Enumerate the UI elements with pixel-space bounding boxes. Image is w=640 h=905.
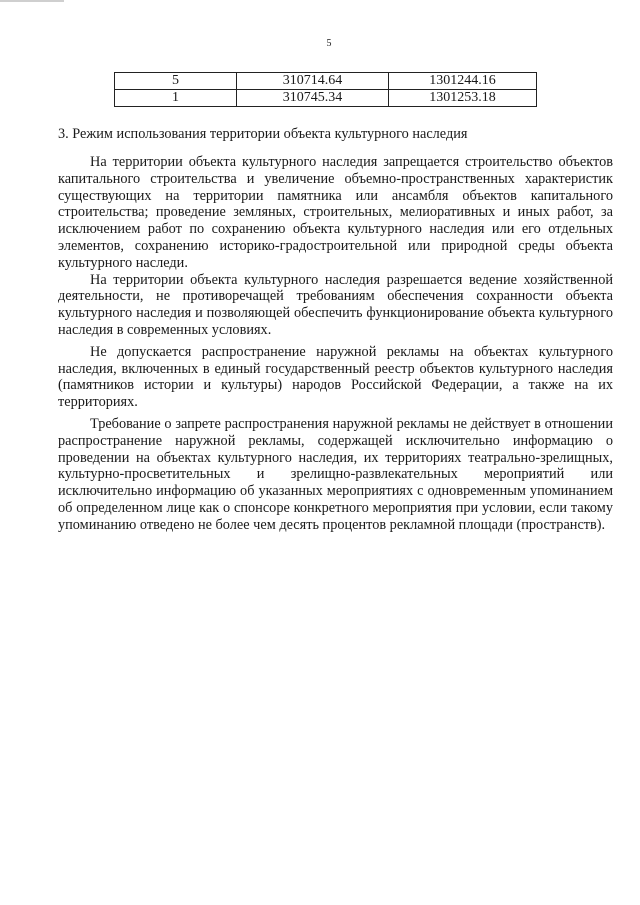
x-coordinate-cell: 310745.34 [237, 90, 389, 107]
point-number-cell: 5 [115, 73, 237, 90]
section-heading: 3. Режим использования территории объекта культурного наследия [58, 126, 468, 142]
table-row [115, 73, 537, 90]
point-number-cell: 1 [115, 90, 237, 107]
paragraph-construction-ban: На территории объекта культурного наследия запрещается строительство объектов капитального строительства и увеличение объемно-пространственных характеристик существующих на территории памятника или ансамбля объектов капитального строительства; проведение земляных, строительных, мелиоративных и иных работ, за исключением работ по сохранению объекта культурного наследия или его отдельных элементов, сохранению историко-градостроительной или природной среды объекта культурного наследи. [58, 154, 613, 271]
paragraph-permitted-activity: На территории объекта культурного наследия разрешается ведение хозяйственной деятельности, не противоречащей требованиям обеспечения сохранности объекта культурного наследия и позволяющей обеспечить функционирование объекта культурного наследия в современных условиях. [58, 271, 613, 338]
document-body [58, 154, 613, 534]
scan-edge-line [0, 0, 64, 2]
page-number: 5 [326, 38, 332, 49]
coordinates-table [114, 72, 537, 107]
y-coordinate-cell: 1301253.18 [389, 90, 537, 107]
x-coordinate-cell: 310714.64 [237, 73, 389, 90]
table-row [115, 90, 537, 107]
y-coordinate-cell: 1301244.16 [389, 73, 537, 90]
paragraph-advertising-exception: Требование о запрете распространения наружной рекламы не действует в отношении распространение наружной рекламы, содержащей исключительно информацию о проведении на объектах культурного наследия, их территориях театрально-зрелищных, культурно-просветительных и зрелищно-развлекательных мероприятий или исключительно информацию об указанных мероприятиях с одновременным упоминанием об определенном лице как о спонсоре конкретного мероприятия при условии, если такому упоминанию отведено не более чем десять процентов рекламной площади (пространств). [58, 415, 613, 533]
paragraph-advertising-ban: Не допускается распространение наружной рекламы на объектах культурного наследия, включенных в единый государственный реестр объектов культурного наследия (памятников истории и культуры) народов Российской Федерации, а также на их территориях. [58, 343, 613, 411]
